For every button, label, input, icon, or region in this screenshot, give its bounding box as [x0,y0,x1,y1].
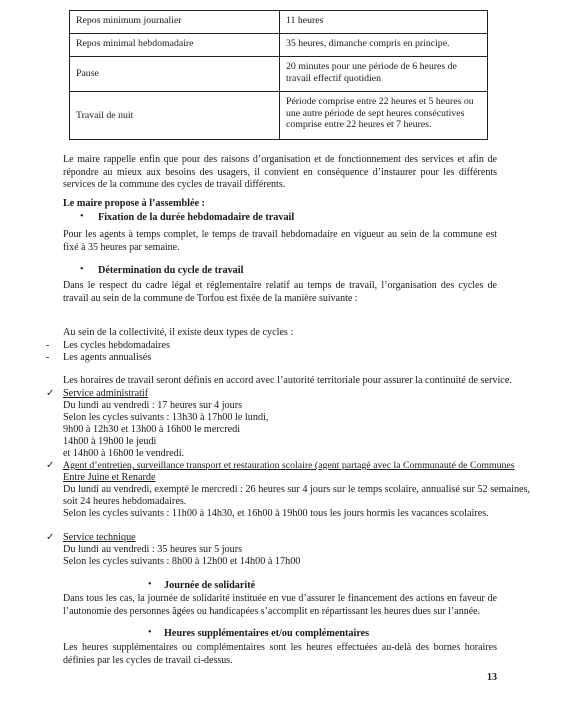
admin-line: 14h00 à 19h00 le jeudi [63,436,157,447]
bullet-icon: • [80,211,84,222]
bullet-icon: • [148,579,152,590]
paragraph-heures: Les heures supplémentaires ou complémentaires sont les heures effectuées au-delà des bornes horaires définies par les cycles de travail ci-dessus. [63,642,497,666]
bullet-icon: • [148,627,152,638]
paragraph-fixation: Pour les agents à temps complet, le temps de travail hebdomadaire en vigueur au sein de la commune est fixé à 35 heures par semaine. [63,229,497,253]
section-heading-determination: Détermination du cycle de travail [98,265,244,276]
checkmark-icon: ✓ [46,460,55,471]
checkmark-icon: ✓ [46,532,55,543]
paragraph-maire: Le maire rappelle enfin que pour des raisons d’organisation et de fonctionnement des services et afin de répondre au mieux aux besoins des usagers, il convient en conséquence d’instaurer pour les différents services de la commune des cycles de travail différents. [63,154,497,190]
admin-line: Du lundi au vendredi : 17 heures sur 4 jours [63,400,243,411]
service-admin-title: Service administratif [63,388,149,399]
work-rules-table [69,10,488,140]
section-heading-solidarite: Journée de solidarité [164,580,256,591]
table-cell-value: 20 minutes pour une période de 6 heures de travail effectif quotidien [280,57,488,92]
table-cell-label: Pause [70,57,280,92]
admin-line: Selon les cycles suivants : 13h30 à 17h00 le lundi, [63,412,269,423]
horaires-paragraph: Les horaires de travail seront définis en accord avec l’autorité territoriale pour assurer la continuité de service. [63,375,512,386]
entretien-line: Du lundi au vendredi, exempté le mercredi : 26 heures sur 4 jours sur le temps scolaire, annualisé sur 52 semaines, [63,484,531,495]
service-entretien-title: Agent d’entretien, surveillance transport et restauration scolaire (agent partagé avec la Communauté de Communes [63,460,515,471]
table-row [70,34,488,57]
table-row [70,11,488,34]
paragraph-solidarite: Dans tous les cas, la journée de solidarité instituée en vue d’assurer le financement des actions en faveur de l’autonomie des personnes âgées ou handicapées s’accomplit en répartissant les heures dues sur l’année. [63,593,497,617]
table-cell-label: Travail de nuit [70,92,280,140]
entretien-line: Selon les cycles suivants : 11h00 à 14h30, et 16h00 à 19h00 tous les jours hormis les vacances scolaires. [63,508,489,519]
table-cell-value: 35 heures, dimanche compris en principe. [280,34,488,57]
table-row [70,92,488,140]
bullet-icon: • [80,264,84,275]
table-cell-value: Période comprise entre 22 heures et 5 heures ou une autre période de sept heures consécutives comprise entre 22 heures et 7 heures. [280,92,488,140]
admin-line: 9h00 à 12h30 et 13h00 à 16h00 le mercredi [63,424,241,435]
table-cell-label: Repos minimum journalier [70,11,280,34]
paragraph-determination: Dans le respect du cadre légal et réglementaire relatif au temps de travail, l’organisation des cycles de travail au sein de la commune de Torfou est fixée de la manière suivante : [63,280,497,304]
dash-icon: - [46,352,50,363]
table-cell-label: Repos minimal hebdomadaire [70,34,280,57]
entretien-line: soit 24 heures hebdomadaires. [63,496,187,507]
admin-line: et 14h00 à 16h00 le vendredi. [63,448,185,459]
technique-line: Du lundi au vendredi : 35 heures sur 5 jours [63,544,243,555]
service-technique-title: Service technique [63,532,136,543]
propose-heading: Le maire propose à l’assemblée : [63,198,205,209]
table-cell-value: 11 heures [280,11,488,34]
section-heading-heures: Heures supplémentaires et/ou complémentaires [164,628,370,639]
section-heading-fixation: Fixation de la durée hebdomadaire de travail [98,212,295,223]
dash-icon: - [46,340,50,351]
list-item: Les cycles hebdomadaires [63,340,170,351]
technique-line: Selon les cycles suivants : 8h00 à 12h00 et 14h00 à 17h00 [63,556,301,567]
table-row [70,57,488,92]
checkmark-icon: ✓ [46,388,55,399]
service-entretien-title-cont: Entre Juine et Renarde [63,472,156,483]
page-number: 13 [487,672,497,683]
list-item: Les agents annualisés [63,352,152,363]
cycle-types-intro: Au sein de la collectivité, il existe deux types de cycles : [63,327,294,338]
